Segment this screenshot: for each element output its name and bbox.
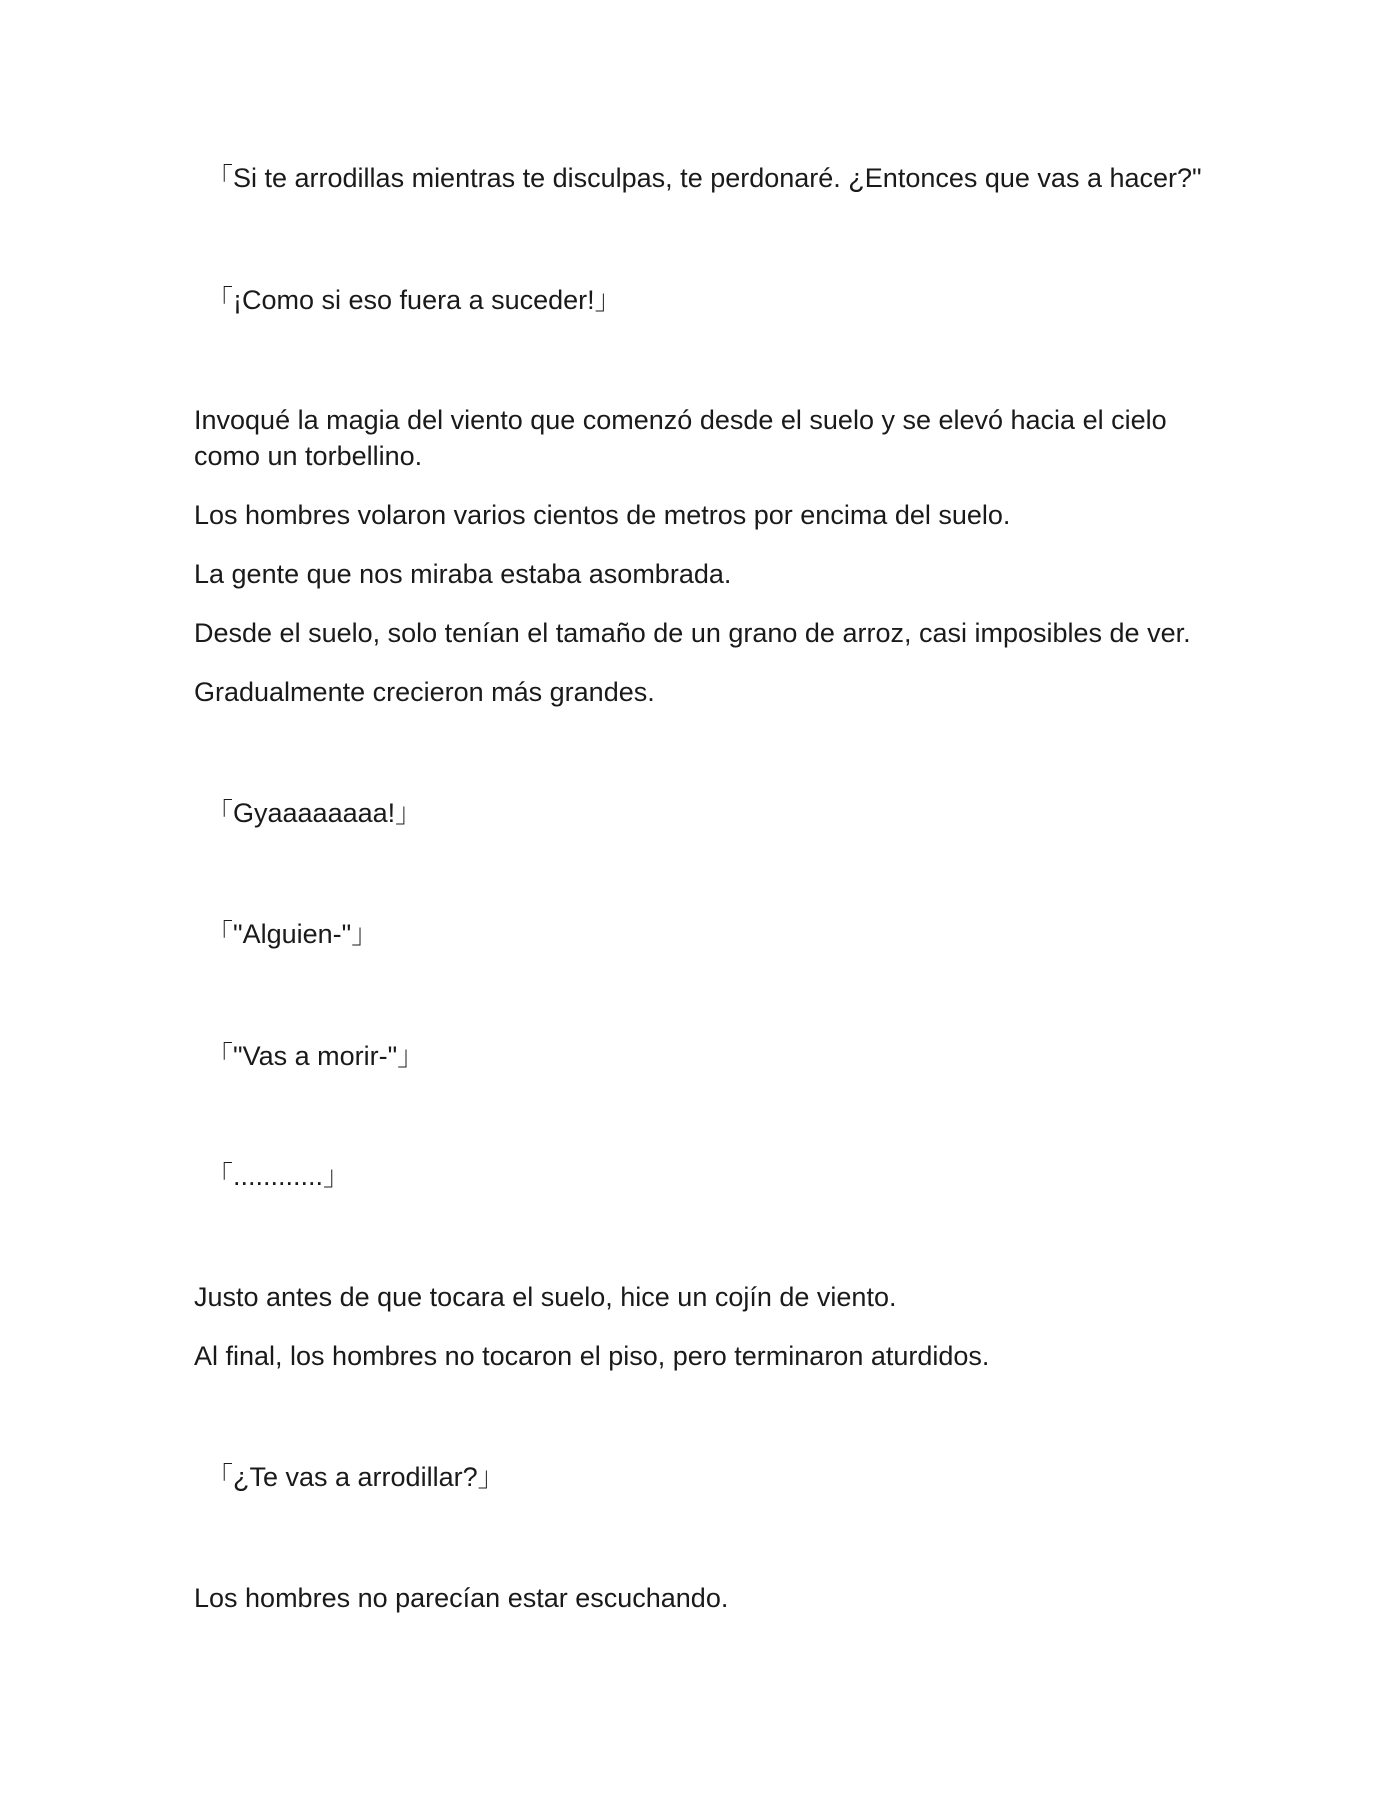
dialogue-line: 「Gyaaaaaaaa!」: [206, 798, 423, 828]
dialogue-line: 「"Vas a morir-"」: [206, 1041, 425, 1071]
paragraph: Los hombres volaron varios cientos de metros por encima del suelo.: [194, 500, 1011, 530]
paragraph: Desde el suelo, solo tenían el tamaño de un grano de arroz, casi imposibles de ver.: [194, 618, 1191, 648]
dialogue-line: 「¿Te vas a arrodillar?」: [206, 1462, 505, 1492]
paragraph: Justo antes de que tocara el suelo, hice un cojín de viento.: [194, 1282, 897, 1312]
paragraph: Los hombres no parecían estar escuchando.: [194, 1583, 729, 1613]
dialogue-line: 「............」: [206, 1161, 351, 1191]
dialogue-line: 「Si te arrodillas mientras te disculpas, te perdonaré. ¿Entonces que vas a hacer?": [206, 163, 1202, 193]
dialogue-line: 「"Alguien-"」: [206, 919, 379, 949]
paragraph: Invoqué la magia del viento que comenzó desde el suelo y se elevó hacia el cielo como un torbellino.: [194, 405, 1167, 471]
paragraph: Gradualmente crecieron más grandes.: [194, 677, 655, 707]
paragraph: Al final, los hombres no tocaron el piso, pero terminaron aturdidos.: [194, 1341, 990, 1371]
paragraph: La gente que nos miraba estaba asombrada.: [194, 559, 732, 589]
dialogue-line: 「¡Como si eso fuera a suceder!」: [206, 285, 622, 315]
